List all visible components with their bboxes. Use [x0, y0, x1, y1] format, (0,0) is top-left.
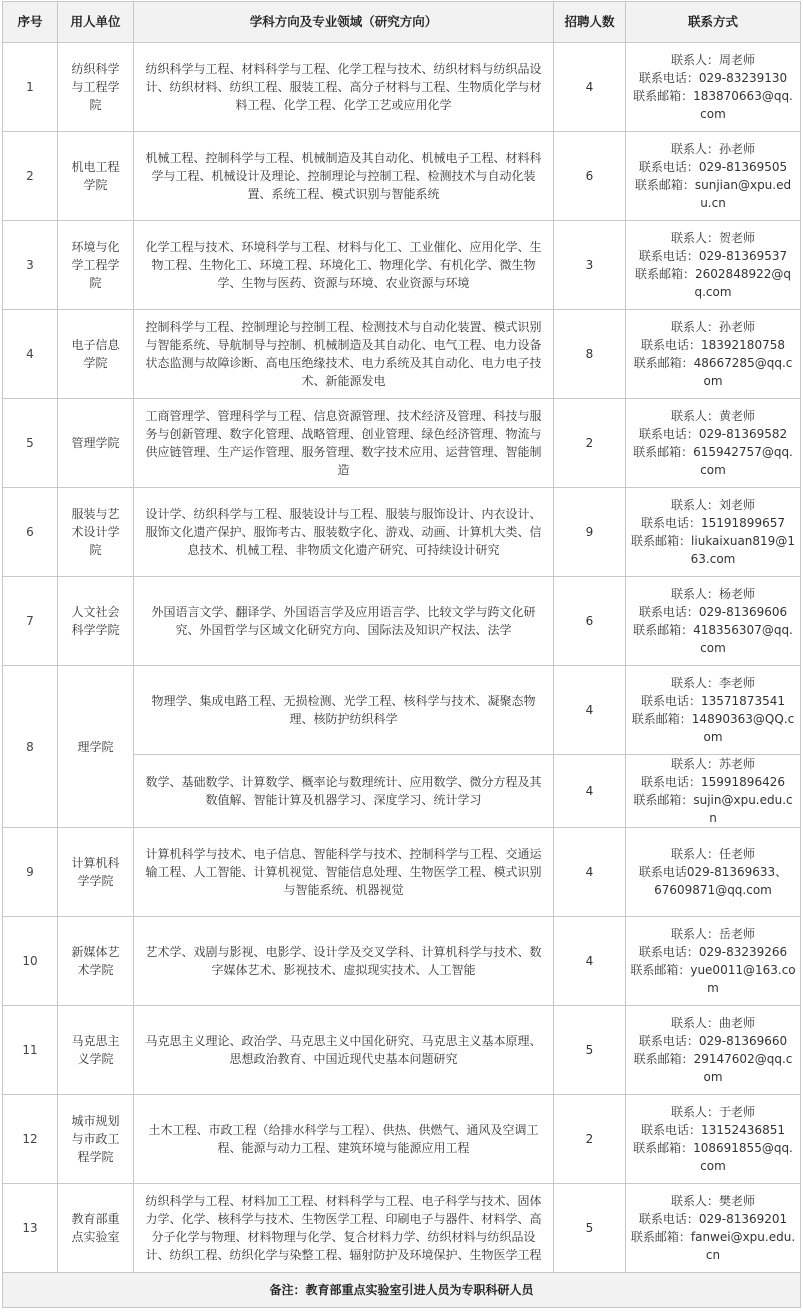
row-count: 3: [554, 221, 626, 310]
table-row: [3, 132, 801, 221]
contact-phone: 联系电话：029-81369582: [638, 427, 788, 441]
row-contact: [626, 1184, 801, 1273]
row-contact: [626, 755, 801, 828]
row-direction: 纺织科学与工程、材料加工工程、材料科学与工程、电子科学与技术、固体力学、化学、核科学与技术、生物医学工程、印刷电子与器件、材料学、高分子化学与物理、材料物理与化学、复合材料力学、纺织材料与纺织品设计、纺织工程、纺织化学与染整工程、辐射防护及环境保护、生物医学工程: [134, 1184, 554, 1273]
row-direction: 纺织科学与工程、材料科学与工程、化学工程与技术、纺织材料与纺织品设计、纺织材料、纺织工程、服装工程、高分子材料与工程、生物质化学与材料工程、化学工程、化学工艺或应用化学: [134, 43, 554, 132]
contact-email: 联系邮箱：418356307@qq.com: [633, 623, 793, 655]
row-direction: 计算机科学与技术、电子信息、智能科学与技术、控制科学与工程、交通运输工程、人工智能、计算机视觉、智能信息处理、生物医学工程、模式识别与智能系统、机器视觉: [134, 828, 554, 917]
contact-email: 联系邮箱：48667285@qq.com: [633, 356, 793, 388]
row-seq: 8: [3, 666, 58, 828]
contact-phone: 联系电话：029-81369660: [638, 1034, 788, 1048]
note-row: [3, 1273, 801, 1308]
row-unit: 管理学院: [58, 399, 134, 488]
row-unit: 纺织科学与工程学院: [58, 43, 134, 132]
row-direction: 化学工程与技术、环境科学与工程、材料与化工、工业催化、应用化学、生物工程、生物化工、环境工程、环境化工、物理化学、有机化学、微生物学、生物与医药、资源与环境、农业资源与环境: [134, 221, 554, 310]
contact-email: 联系邮箱：sunjian@xpu.edu.cn: [634, 178, 792, 210]
contact-phone: 联系电话：029-81369537: [638, 249, 788, 263]
row-count: 5: [554, 1006, 626, 1095]
row-seq: 1: [3, 43, 58, 132]
row-direction: 工商管理学、管理科学与工程、信息资源管理、技术经济及管理、科技与服务与创新管理、数字化管理、战略管理、创业管理、绿色经济管理、物流与供应链管理、生产运作管理、服务管理、数字技术应用、运营管理、智能制造: [134, 399, 554, 488]
row-count: 4: [554, 755, 626, 828]
row-count: 4: [554, 666, 626, 755]
contact-person: 联系人：孙老师: [670, 142, 755, 156]
contact-person: 联系人：岳老师: [670, 927, 755, 941]
row-contact: [626, 132, 801, 221]
row-contact: [626, 1006, 801, 1095]
row-seq: 3: [3, 221, 58, 310]
row-contact: [626, 917, 801, 1006]
contact-phone: 联系电话：029-83239266: [638, 945, 788, 959]
header-count: 招聘人数: [554, 2, 626, 43]
contact-email: 联系邮箱：183870663@qq.com: [633, 89, 793, 121]
contact-person: 联系人：杨老师: [670, 587, 755, 601]
row-count: 4: [554, 43, 626, 132]
row-seq: 11: [3, 1006, 58, 1095]
contact-phone: 联系电话：15191899657: [641, 516, 785, 530]
table-row: [3, 577, 801, 666]
recruitment-table: [2, 1, 801, 1308]
row-unit: 理学院: [58, 666, 134, 828]
row-seq: 4: [3, 310, 58, 399]
row-unit: 教育部重点实验室: [58, 1184, 134, 1273]
table-row: [3, 1095, 801, 1184]
row-contact: [626, 399, 801, 488]
contact-person: 联系人：于老师: [670, 1105, 755, 1119]
row-count: 4: [554, 917, 626, 1006]
contact-person: 联系人：贺老师: [670, 231, 755, 245]
contact-person: 联系人：周老师: [670, 53, 755, 67]
row-count: 5: [554, 1184, 626, 1273]
row-direction: 机械工程、控制科学与工程、机械制造及其自动化、机械电子工程、材料科学与工程、机械设计及理论、控制理论与控制工程、检测技术与自动化装置、系统工程、模式识别与智能系统: [134, 132, 554, 221]
contact-email: 联系邮箱：sujin@xpu.edu.cn: [633, 793, 793, 825]
row-contact: [626, 828, 801, 917]
row-count: 8: [554, 310, 626, 399]
table-row: [3, 221, 801, 310]
table-note: 备注：教育部重点实验室引进人员为专职科研人员: [3, 1273, 801, 1308]
row-contact: [626, 666, 801, 755]
contact-email: 67609871@qq.com: [654, 883, 772, 897]
row-direction: 物理学、集成电路工程、无损检测、光学工程、核科学与技术、凝聚态物理、核防护纺织科学: [134, 666, 554, 755]
contact-phone: 联系电话029-81369633、: [638, 865, 788, 879]
row-direction: 土木工程、市政工程（给排水科学与工程）、供热、供燃气、通风及空调工程、能源与动力工程、建筑环境与能源应用工程: [134, 1095, 554, 1184]
row-direction: 数学、基础数学、计算数学、概率论与数理统计、应用数学、微分方程及其数值解、智能计算及机器学习、深度学习、统计学习: [134, 755, 554, 828]
contact-phone: 联系电话：029-81369201: [638, 1212, 788, 1226]
row-unit: 马克思主义学院: [58, 1006, 134, 1095]
row-count: 6: [554, 132, 626, 221]
contact-email: 联系邮箱：108691855@qq.com: [633, 1141, 793, 1173]
contact-email: 联系邮箱：yue0011@163.com: [630, 963, 796, 995]
contact-person: 联系人：孙老师: [670, 320, 755, 334]
contact-email: 联系邮箱：615942757@qq.com: [633, 445, 793, 477]
table-row: [3, 917, 801, 1006]
contact-person: 联系人：苏老师: [670, 757, 755, 771]
row-direction: 控制科学与工程、控制理论与控制工程、检测技术与自动化装置、模式识别与智能系统、导航制导与控制、机械制造及其自动化、电气工程、电力设备状态监测与故障诊断、高电压绝缘技术、电力系统及其自动化、电力电子技术、新能源发电: [134, 310, 554, 399]
table-row: [3, 310, 801, 399]
contact-email: 联系邮箱：liukaixuan819@163.com: [631, 534, 795, 566]
row-unit: 计算机科学学院: [58, 828, 134, 917]
header-row: [3, 2, 801, 43]
row-unit: 人文社会科学学院: [58, 577, 134, 666]
row-unit: 服装与艺术设计学院: [58, 488, 134, 577]
row-seq: 9: [3, 828, 58, 917]
table-row: [3, 399, 801, 488]
contact-email: 联系邮箱：29147602@qq.com: [633, 1052, 793, 1084]
table-row: [3, 488, 801, 577]
row-seq: 2: [3, 132, 58, 221]
header-unit: 用人单位: [58, 2, 134, 43]
table-row: [3, 1184, 801, 1273]
row-count: 9: [554, 488, 626, 577]
row-seq: 6: [3, 488, 58, 577]
row-unit: 环境与化学工程学院: [58, 221, 134, 310]
row-count: 4: [554, 828, 626, 917]
row-contact: [626, 310, 801, 399]
row-seq: 10: [3, 917, 58, 1006]
contact-phone: 联系电话：18392180758: [641, 338, 785, 352]
row-seq: 5: [3, 399, 58, 488]
contact-phone: 联系电话：029-81369505: [638, 160, 788, 174]
contact-person: 联系人：任老师: [670, 847, 755, 861]
row-contact: [626, 43, 801, 132]
row-seq: 12: [3, 1095, 58, 1184]
row-direction: 设计学、纺织科学与工程、服装设计与工程、服装与服饰设计、内衣设计、服饰文化遗产保护、服饰考古、服装数字化、游戏、动画、计算机大类、信息技术、机械工程、非物质文化遗产研究、可持续设计研究: [134, 488, 554, 577]
row-contact: [626, 1095, 801, 1184]
contact-person: 联系人：刘老师: [670, 498, 755, 512]
contact-phone: 联系电话：13571873541: [641, 694, 785, 708]
row-unit: 机电工程学院: [58, 132, 134, 221]
row-count: 2: [554, 1095, 626, 1184]
row-contact: [626, 488, 801, 577]
row-seq: 7: [3, 577, 58, 666]
contact-phone: 联系电话：13152436851: [641, 1123, 785, 1137]
contact-phone: 联系电话：029-83239130: [638, 71, 788, 85]
header-contact: 联系方式: [626, 2, 801, 43]
contact-person: 联系人：李老师: [670, 676, 755, 690]
header-direction: 学科方向及专业领域（研究方向）: [134, 2, 554, 43]
row-seq: 13: [3, 1184, 58, 1273]
header-seq: 序号: [3, 2, 58, 43]
contact-person: 联系人：樊老师: [670, 1194, 755, 1208]
contact-email: 联系邮箱：2602848922@qq.com: [635, 267, 791, 299]
row-unit: 电子信息学院: [58, 310, 134, 399]
row-count: 2: [554, 399, 626, 488]
row-unit: 城市规划与市政工程学院: [58, 1095, 134, 1184]
row-unit: 新媒体艺术学院: [58, 917, 134, 1006]
contact-email: 联系邮箱：fanwei@xpu.edu.cn: [630, 1230, 796, 1262]
table-row: [3, 43, 801, 132]
contact-person: 联系人：黄老师: [670, 409, 755, 423]
row-direction: 艺术学、戏剧与影视、电影学、设计学及交叉学科、计算机科学与技术、数字媒体艺术、影视技术、虚拟现实技术、人工智能: [134, 917, 554, 1006]
contact-phone: 联系电话：029-81369606: [638, 605, 788, 619]
row-contact: [626, 577, 801, 666]
contact-phone: 联系电话：15991896426: [641, 775, 785, 789]
table-row: [3, 828, 801, 917]
contact-person: 联系人：曲老师: [670, 1016, 755, 1030]
table-row: [3, 666, 801, 755]
row-direction: 外国语言文学、翻译学、外国语言学及应用语言学、比较文学与跨文化研究、外国哲学与区域文化研究方向、国际法及知识产权法、法学: [134, 577, 554, 666]
row-direction: 马克思主义理论、政治学、马克思主义中国化研究、马克思主义基本原理、思想政治教育、中国近现代史基本问题研究: [134, 1006, 554, 1095]
contact-email: 联系邮箱：14890363@QQ.com: [631, 712, 795, 744]
table-row: [3, 1006, 801, 1095]
row-count: 6: [554, 577, 626, 666]
row-contact: [626, 221, 801, 310]
